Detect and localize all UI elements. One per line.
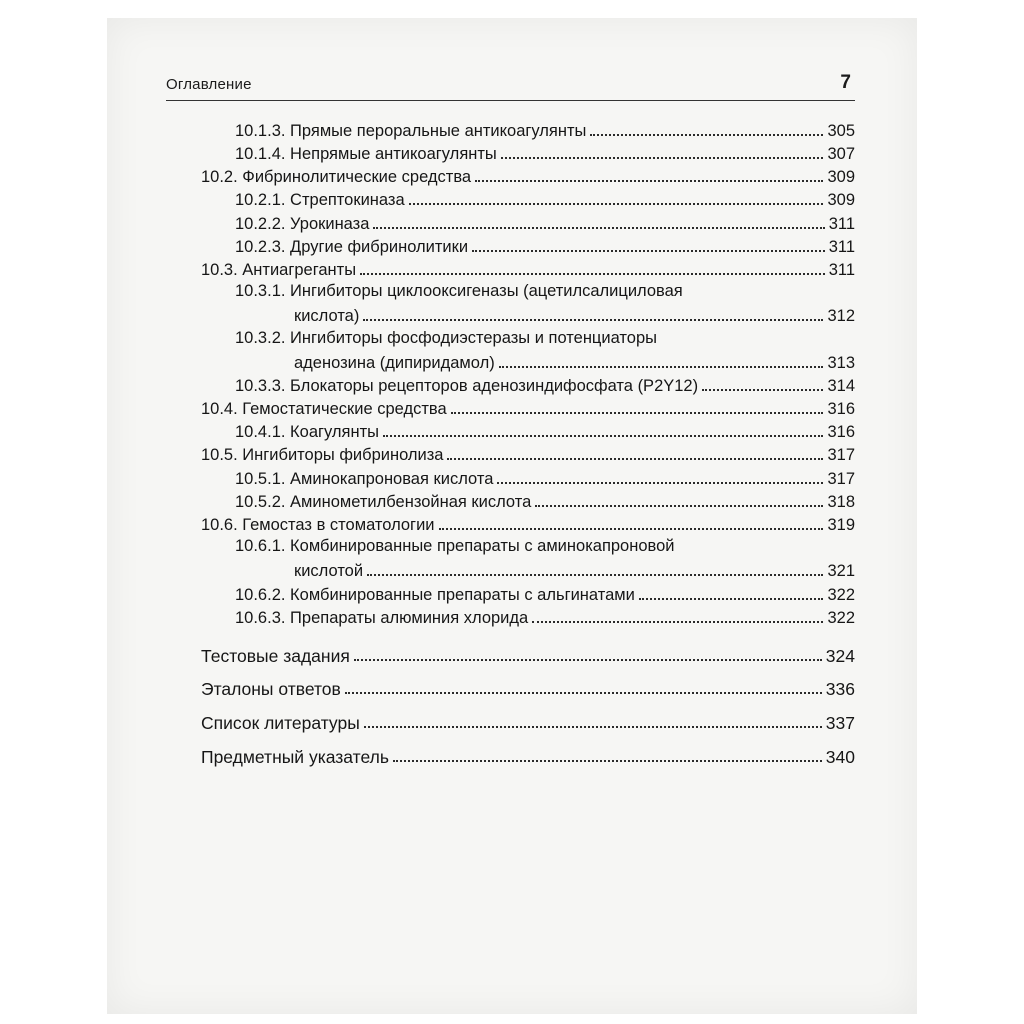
- toc-entry-title: 10.2.3. Другие фибринолитики: [235, 238, 469, 256]
- toc-entry-page: 321: [827, 562, 855, 580]
- toc-entry[interactable]: [235, 119, 855, 141]
- toc-entry[interactable]: [235, 142, 855, 164]
- toc-entry-page: 305: [827, 122, 855, 140]
- header-title: Оглавление: [166, 76, 252, 93]
- toc-entry-title-line1: 10.3.2. Ингибиторы фосфодиэстеразы и потенциаторы: [235, 329, 657, 347]
- dot-leader: [439, 528, 824, 530]
- toc-entry[interactable]: [201, 745, 855, 767]
- toc-entry-page: 322: [827, 586, 855, 604]
- dot-leader: [639, 598, 824, 600]
- toc-entry-page: 313: [827, 354, 855, 372]
- dot-leader: [354, 659, 822, 661]
- toc-entry[interactable]: [294, 351, 855, 373]
- toc-entry-title: 10.6.2. Комбинированные препараты с альгинатами: [235, 586, 635, 604]
- toc-entry[interactable]: [235, 188, 855, 210]
- toc-entry-title-line1: 10.3.1. Ингибиторы циклооксигеназы (ацетилсалициловая: [235, 282, 683, 300]
- toc-entry[interactable]: [235, 583, 855, 605]
- dot-leader: [702, 389, 823, 391]
- toc-entry-page: 317: [827, 470, 855, 488]
- book-page: [107, 18, 917, 1014]
- toc-entry[interactable]: [201, 677, 855, 699]
- toc-entry-title: 10.4. Гемостатические средства: [201, 400, 447, 418]
- toc-entry[interactable]: [201, 397, 855, 419]
- dot-leader: [409, 203, 824, 205]
- toc-entry-title-line2: кислотой: [294, 562, 364, 580]
- toc-entry-title: 10.3. Антиагреганты: [201, 261, 357, 279]
- dot-leader: [535, 505, 823, 507]
- toc-entry-title: Предметный указатель: [201, 747, 389, 767]
- toc-entry-page: 322: [827, 609, 855, 627]
- dot-leader: [475, 180, 823, 182]
- toc-entry-title: 10.6. Гемостаз в стоматологии: [201, 516, 435, 534]
- toc-entry[interactable]: [235, 606, 855, 628]
- dot-leader: [532, 621, 823, 623]
- toc-entry[interactable]: [294, 559, 855, 581]
- dot-leader: [373, 227, 824, 229]
- toc-entry[interactable]: [201, 711, 855, 733]
- table-of-contents: [107, 18, 917, 1014]
- toc-entry-page: 311: [828, 238, 855, 256]
- toc-entry[interactable]: [201, 513, 855, 535]
- dot-leader: [451, 412, 824, 414]
- toc-entry[interactable]: [235, 235, 855, 257]
- toc-entry-page: 318: [827, 493, 855, 511]
- toc-entry-page: 307: [827, 145, 855, 163]
- toc-entry[interactable]: [294, 304, 855, 326]
- dot-leader: [497, 482, 823, 484]
- toc-entry-page: 337: [825, 713, 855, 733]
- toc-entry-title: 10.5.2. Аминометилбензойная кислота: [235, 493, 532, 511]
- toc-entry[interactable]: [201, 644, 855, 666]
- toc-entry[interactable]: [201, 258, 855, 280]
- toc-entry-title-line2: кислота): [294, 307, 360, 325]
- dot-leader: [393, 760, 822, 762]
- toc-entry[interactable]: [201, 443, 855, 465]
- toc-entry-title: 10.2.2. Урокиназа: [235, 215, 370, 233]
- toc-entry-page: 314: [827, 377, 855, 395]
- toc-entry[interactable]: [235, 420, 855, 442]
- toc-entry-title: 10.6.3. Препараты алюминия хлорида: [235, 609, 529, 627]
- header-page-number: 7: [840, 72, 851, 93]
- dot-leader: [447, 458, 823, 460]
- dot-leader: [364, 726, 822, 728]
- toc-entry-title: Список литературы: [201, 713, 360, 733]
- toc-entry-title-line1: 10.6.1. Комбинированные препараты с аминокапроновой: [235, 537, 675, 555]
- toc-entry-title: Тестовые задания: [201, 646, 350, 666]
- toc-entry-title: 10.1.4. Непрямые антикоагулянты: [235, 145, 497, 163]
- toc-entry-title: 10.5. Ингибиторы фибринолиза: [201, 446, 444, 464]
- toc-entry-title: 10.2.1. Стрептокиназа: [235, 191, 405, 209]
- toc-entry-page: 309: [827, 191, 855, 209]
- dot-leader: [383, 435, 823, 437]
- toc-entry-title: 10.4.1. Коагулянты: [235, 423, 380, 441]
- toc-entry-title: 10.1.3. Прямые пероральные антикоагулянты: [235, 122, 587, 140]
- toc-entry-page: 311: [828, 261, 855, 279]
- toc-entry-page: 317: [827, 446, 855, 464]
- toc-entry-page: 316: [827, 423, 855, 441]
- toc-entry-title: 10.3.3. Блокаторы рецепторов аденозиндифосфата (P2Y12): [235, 377, 699, 395]
- toc-entry[interactable]: [235, 374, 855, 396]
- toc-entry-page: 316: [827, 400, 855, 418]
- dot-leader: [345, 692, 822, 694]
- toc-entry-page: 309: [827, 168, 855, 186]
- toc-entry-title: 10.5.1. Аминокапроновая кислота: [235, 470, 494, 488]
- toc-entry-page: 319: [827, 516, 855, 534]
- toc-entry-title-line2: аденозина (дипиридамол): [294, 354, 495, 372]
- dot-leader: [360, 273, 825, 275]
- toc-entry-page: 312: [827, 307, 855, 325]
- dot-leader: [472, 250, 825, 252]
- toc-entry-page: 340: [825, 747, 855, 767]
- dot-leader: [499, 366, 824, 368]
- toc-entry[interactable]: [201, 165, 855, 187]
- toc-entry[interactable]: [235, 490, 855, 512]
- toc-entry-title: Эталоны ответов: [201, 679, 341, 699]
- toc-entry-title: 10.2. Фибринолитические средства: [201, 168, 472, 186]
- toc-entry-page: 311: [828, 215, 855, 233]
- toc-entry[interactable]: [235, 212, 855, 234]
- dot-leader: [501, 157, 824, 159]
- dot-leader: [363, 319, 823, 321]
- toc-entry-page: 324: [825, 646, 855, 666]
- toc-entry[interactable]: [235, 467, 855, 489]
- dot-leader: [367, 574, 823, 576]
- dot-leader: [590, 134, 823, 136]
- toc-entry-page: 336: [825, 679, 855, 699]
